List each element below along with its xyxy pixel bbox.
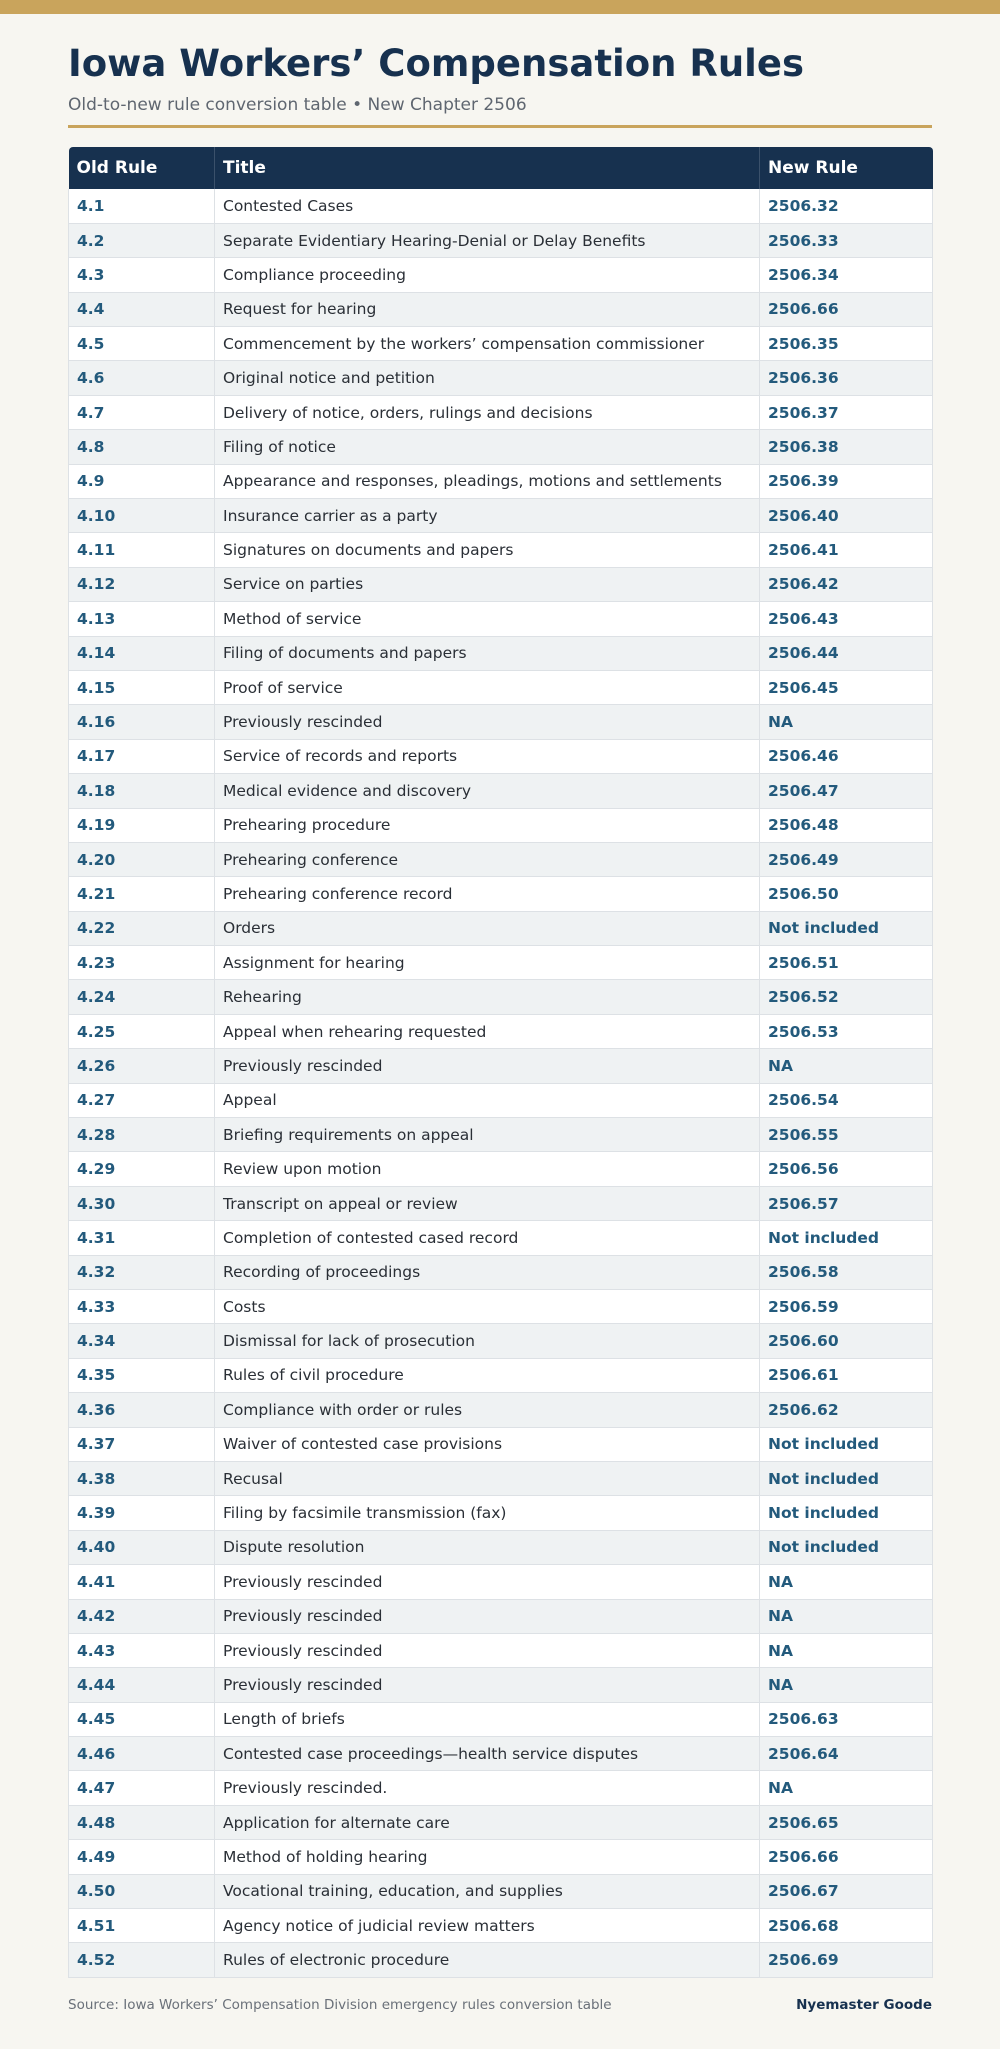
new-rule-cell: 2506.41 [760,533,933,567]
title-cell: Method of service [215,602,760,636]
new-rule-cell: NA [760,1771,933,1805]
new-rule-cell: 2506.57 [760,1186,933,1220]
old-rule-cell: 4.4 [69,292,215,326]
title-cell: Agency notice of judicial review matters [215,1909,760,1943]
title-cell: Review upon motion [215,1152,760,1186]
title-cell: Rules of civil procedure [215,1358,760,1392]
old-rule-cell: 4.2 [69,223,215,257]
new-rule-cell: NA [760,1668,933,1702]
old-rule-cell: 4.40 [69,1530,215,1564]
old-rule-cell: 4.16 [69,705,215,739]
old-rule-cell: 4.38 [69,1461,215,1495]
new-rule-cell: 2506.66 [760,292,933,326]
table-row [69,877,933,911]
table-row [69,911,933,945]
table-row [69,1461,933,1495]
old-rule-cell: 4.22 [69,911,215,945]
new-rule-cell: 2506.38 [760,430,933,464]
title-cell: Prehearing conference record [215,877,760,911]
table-row [69,1840,933,1874]
title-cell: Compliance with order or rules [215,1393,760,1427]
table-body [69,189,933,1977]
title-cell: Transcript on appeal or review [215,1186,760,1220]
table-row [69,946,933,980]
title-cell: Compliance proceeding [215,258,760,292]
title-cell: Appeal when rehearing requested [215,1014,760,1048]
page-title: Iowa Workers’ Compensation Rules [68,42,804,85]
table-row [69,1427,933,1461]
title-cell: Orders [215,911,760,945]
title-cell: Previously rescinded [215,1049,760,1083]
table-row [69,1633,933,1667]
top-accent-bar [0,0,1000,14]
old-rule-cell: 4.7 [69,395,215,429]
new-rule-cell: NA [760,1633,933,1667]
old-rule-cell: 4.14 [69,636,215,670]
old-rule-cell: 4.32 [69,1255,215,1289]
new-rule-cell: 2506.69 [760,1943,933,1977]
table-row [69,1358,933,1392]
old-rule-cell: 4.8 [69,430,215,464]
title-cell: Commencement by the workers’ compensation commissioner [215,327,760,361]
title-cell: Previously rescinded [215,1565,760,1599]
new-rule-cell: 2506.52 [760,980,933,1014]
new-rule-cell: 2506.55 [760,1118,933,1152]
new-rule-cell: 2506.59 [760,1290,933,1324]
table-row [69,636,933,670]
new-rule-cell: 2506.48 [760,808,933,842]
new-rule-cell: Not included [760,1461,933,1495]
old-rule-cell: 4.13 [69,602,215,636]
table-row [69,670,933,704]
source-note: Source: Iowa Workers’ Compensation Division emergency rules conversion table [68,1997,612,2013]
page-footer [68,1997,932,2013]
title-cell: Filing of documents and papers [215,636,760,670]
title-cell: Proof of service [215,670,760,704]
table-row [69,1186,933,1220]
table-row [69,1393,933,1427]
new-rule-cell: 2506.56 [760,1152,933,1186]
old-rule-cell: 4.37 [69,1427,215,1461]
title-cell: Briefing requirements on appeal [215,1118,760,1152]
old-rule-cell: 4.51 [69,1909,215,1943]
new-rule-cell: Not included [760,1496,933,1530]
title-cell: Insurance carrier as a party [215,499,760,533]
title-cell: Waiver of contested case provisions [215,1427,760,1461]
new-rule-cell: Not included [760,1221,933,1255]
table-row [69,189,933,223]
table-row [69,1049,933,1083]
table-row [69,430,933,464]
new-rule-cell: NA [760,1599,933,1633]
old-rule-cell: 4.47 [69,1771,215,1805]
new-rule-cell: 2506.62 [760,1393,933,1427]
title-cell: Original notice and petition [215,361,760,395]
title-cell: Filing by facsimile transmission (fax) [215,1496,760,1530]
column-header-old-rule: Old Rule [69,147,215,189]
old-rule-cell: 4.12 [69,567,215,601]
new-rule-cell: 2506.65 [760,1805,933,1839]
new-rule-cell: 2506.58 [760,1255,933,1289]
new-rule-cell: 2506.50 [760,877,933,911]
page-header [68,40,932,116]
new-rule-cell: 2506.54 [760,1083,933,1117]
table-row [69,223,933,257]
title-cell: Dismissal for lack of prosecution [215,1324,760,1358]
old-rule-cell: 4.23 [69,946,215,980]
new-rule-cell: 2506.64 [760,1737,933,1771]
title-cell: Rules of electronic procedure [215,1943,760,1977]
old-rule-cell: 4.30 [69,1186,215,1220]
old-rule-cell: 4.46 [69,1737,215,1771]
old-rule-cell: 4.34 [69,1324,215,1358]
table-row [69,1152,933,1186]
old-rule-cell: 4.31 [69,1221,215,1255]
old-rule-cell: 4.41 [69,1565,215,1599]
title-cell: Previously rescinded [215,1668,760,1702]
old-rule-cell: 4.43 [69,1633,215,1667]
new-rule-cell: 2506.45 [760,670,933,704]
new-rule-cell: 2506.61 [760,1358,933,1392]
table-row [69,292,933,326]
old-rule-cell: 4.10 [69,499,215,533]
title-cell: Service of records and reports [215,739,760,773]
new-rule-cell: Not included [760,911,933,945]
old-rule-cell: 4.24 [69,980,215,1014]
table-row [69,499,933,533]
title-cell: Filing of notice [215,430,760,464]
old-rule-cell: 4.11 [69,533,215,567]
table-row [69,1771,933,1805]
title-cell: Recording of proceedings [215,1255,760,1289]
title-cell: Previously rescinded [215,1633,760,1667]
title-cell: Signatures on documents and papers [215,533,760,567]
table-row [69,1324,933,1358]
table-row [69,1290,933,1324]
old-rule-cell: 4.42 [69,1599,215,1633]
old-rule-cell: 4.9 [69,464,215,498]
title-cell: Previously rescinded [215,1599,760,1633]
title-cell: Prehearing procedure [215,808,760,842]
new-rule-cell: 2506.36 [760,361,933,395]
new-rule-cell: 2506.43 [760,602,933,636]
new-rule-cell: 2506.34 [760,258,933,292]
old-rule-cell: 4.3 [69,258,215,292]
old-rule-cell: 4.36 [69,1393,215,1427]
table-row [69,1530,933,1564]
table-row [69,395,933,429]
title-cell: Delivery of notice, orders, rulings and decisions [215,395,760,429]
old-rule-cell: 4.18 [69,774,215,808]
new-rule-cell: Not included [760,1530,933,1564]
title-cell: Contested Cases [215,189,760,223]
title-cell: Appearance and responses, pleadings, motions and settlements [215,464,760,498]
table-row [69,1668,933,1702]
title-cell: Appeal [215,1083,760,1117]
new-rule-cell: 2506.32 [760,189,933,223]
new-rule-cell: 2506.63 [760,1702,933,1736]
table-row [69,1255,933,1289]
old-rule-cell: 4.15 [69,670,215,704]
table-row [69,774,933,808]
header-divider [68,125,932,128]
table-row [69,567,933,601]
table-row [69,602,933,636]
title-cell: Previously rescinded [215,705,760,739]
title-cell: Request for hearing [215,292,760,326]
table-row [69,1014,933,1048]
title-cell: Service on parties [215,567,760,601]
old-rule-cell: 4.5 [69,327,215,361]
table-row [69,808,933,842]
new-rule-cell: 2506.66 [760,1840,933,1874]
old-rule-cell: 4.19 [69,808,215,842]
table-row [69,1943,933,1977]
table-row [69,705,933,739]
table-row [69,1599,933,1633]
new-rule-cell: NA [760,1049,933,1083]
table-row [69,1805,933,1839]
brand-name: Nyemaster Goode [796,1997,932,2013]
new-rule-cell: 2506.51 [760,946,933,980]
column-header-title: Title [215,147,760,189]
new-rule-cell: 2506.39 [760,464,933,498]
table-header [69,147,933,189]
old-rule-cell: 4.50 [69,1874,215,1908]
new-rule-cell: 2506.49 [760,842,933,876]
table-row [69,533,933,567]
title-cell: Rehearing [215,980,760,1014]
new-rule-cell: 2506.44 [760,636,933,670]
table-row [69,1565,933,1599]
old-rule-cell: 4.49 [69,1840,215,1874]
table-row [69,258,933,292]
old-rule-cell: 4.44 [69,1668,215,1702]
title-cell: Contested case proceedings—health service disputes [215,1737,760,1771]
table-row [69,1221,933,1255]
page-subtitle: Old-to-new rule conversion table • New Chapter 2506 [68,95,527,115]
new-rule-cell: 2506.40 [760,499,933,533]
table-row [69,739,933,773]
new-rule-cell: 2506.37 [760,395,933,429]
old-rule-cell: 4.26 [69,1049,215,1083]
old-rule-cell: 4.17 [69,739,215,773]
table-row [69,1496,933,1530]
old-rule-cell: 4.35 [69,1358,215,1392]
title-cell: Recusal [215,1461,760,1495]
old-rule-cell: 4.21 [69,877,215,911]
new-rule-cell: 2506.53 [760,1014,933,1048]
title-cell: Previously rescinded. [215,1771,760,1805]
new-rule-cell: 2506.68 [760,1909,933,1943]
new-rule-cell: 2506.60 [760,1324,933,1358]
old-rule-cell: 4.39 [69,1496,215,1530]
new-rule-cell: 2506.67 [760,1874,933,1908]
old-rule-cell: 4.1 [69,189,215,223]
table-row [69,1737,933,1771]
new-rule-cell: Not included [760,1427,933,1461]
new-rule-cell: 2506.47 [760,774,933,808]
title-cell: Completion of contested cased record [215,1221,760,1255]
title-cell: Application for alternate care [215,1805,760,1839]
new-rule-cell: NA [760,1565,933,1599]
old-rule-cell: 4.6 [69,361,215,395]
title-cell: Prehearing conference [215,842,760,876]
title-cell: Assignment for hearing [215,946,760,980]
table-row [69,1118,933,1152]
table-row [69,1874,933,1908]
title-cell: Medical evidence and discovery [215,774,760,808]
table-row [69,1702,933,1736]
new-rule-cell: 2506.33 [760,223,933,257]
old-rule-cell: 4.52 [69,1943,215,1977]
conversion-table [68,147,933,1978]
title-cell: Separate Evidentiary Hearing-Denial or Delay Benefits [215,223,760,257]
old-rule-cell: 4.29 [69,1152,215,1186]
title-cell: Vocational training, education, and supplies [215,1874,760,1908]
column-header-new-rule: New Rule [760,147,933,189]
table-row [69,1909,933,1943]
old-rule-cell: 4.45 [69,1702,215,1736]
table-row [69,980,933,1014]
table-row [69,1083,933,1117]
new-rule-cell: 2506.35 [760,327,933,361]
new-rule-cell: 2506.46 [760,739,933,773]
table-row [69,842,933,876]
new-rule-cell: 2506.42 [760,567,933,601]
title-cell: Costs [215,1290,760,1324]
old-rule-cell: 4.20 [69,842,215,876]
old-rule-cell: 4.28 [69,1118,215,1152]
old-rule-cell: 4.33 [69,1290,215,1324]
new-rule-cell: NA [760,705,933,739]
title-cell: Method of holding hearing [215,1840,760,1874]
old-rule-cell: 4.48 [69,1805,215,1839]
title-cell: Dispute resolution [215,1530,760,1564]
old-rule-cell: 4.27 [69,1083,215,1117]
table-row [69,327,933,361]
table-row [69,464,933,498]
title-cell: Length of briefs [215,1702,760,1736]
old-rule-cell: 4.25 [69,1014,215,1048]
table-row [69,361,933,395]
